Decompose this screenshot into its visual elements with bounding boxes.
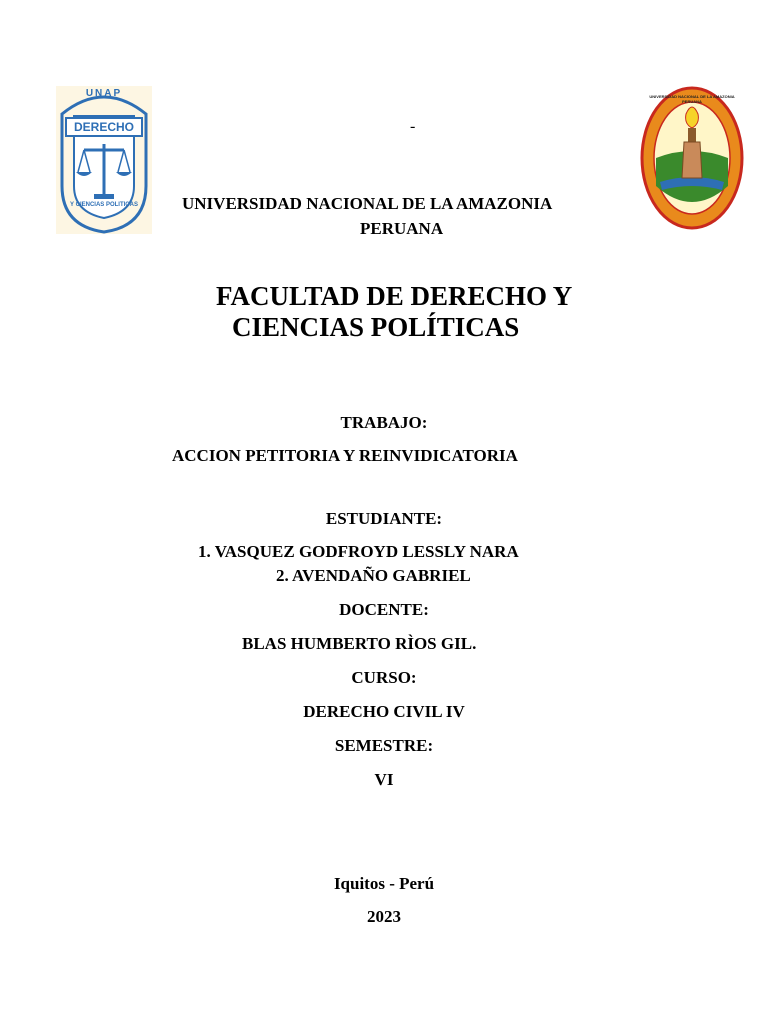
- university-logo: [640, 86, 744, 230]
- work-title: ACCION PETITORIA Y REINVIDICATORIA: [172, 446, 518, 465]
- course-name: DERECHO CIVIL IV: [303, 702, 465, 721]
- footer-year: 2023: [367, 907, 401, 926]
- semester-label: SEMESTRE:: [334, 736, 434, 755]
- faculty-title-line2: CIENCIAS POLÍTICAS: [232, 312, 520, 342]
- seal-side-text: Y CIENCIAS POLITICAS: [70, 202, 138, 208]
- semester-value: VI: [374, 770, 394, 789]
- header-dash: -: [410, 118, 416, 135]
- student-item: 2. AVENDAÑO GABRIEL: [276, 566, 471, 585]
- teacher-name: BLAS HUMBERTO RÌOS GIL.: [242, 634, 477, 653]
- faculty-title-line1: FACULTAD DE DERECHO Y: [216, 281, 573, 311]
- student-item: 1. VASQUEZ GODFROYD LESSLY NARA: [198, 542, 519, 561]
- university-name-line2: PERUANA: [360, 219, 444, 238]
- torch-hand-icon: [640, 86, 744, 230]
- seal-banner-text: DERECHO: [73, 120, 134, 134]
- students-label: ESTUDIANTE:: [325, 509, 443, 528]
- seal-ring-text: UNAP: [85, 88, 123, 99]
- teacher-label: DOCENTE:: [339, 600, 429, 619]
- work-label: TRABAJO:: [340, 413, 428, 432]
- university-name-line1: UNIVERSIDAD NACIONAL DE LA AMAZONIA: [182, 194, 553, 213]
- scales-of-justice-icon: [56, 86, 152, 234]
- faculty-logo: [56, 86, 152, 234]
- seal-ring-text-right: UNIVERSIDAD NACIONAL DE LA AMAZONIA PERUANA: [649, 94, 735, 104]
- footer-place: Iquitos - Perú: [333, 874, 435, 893]
- course-label: CURSO:: [351, 668, 417, 687]
